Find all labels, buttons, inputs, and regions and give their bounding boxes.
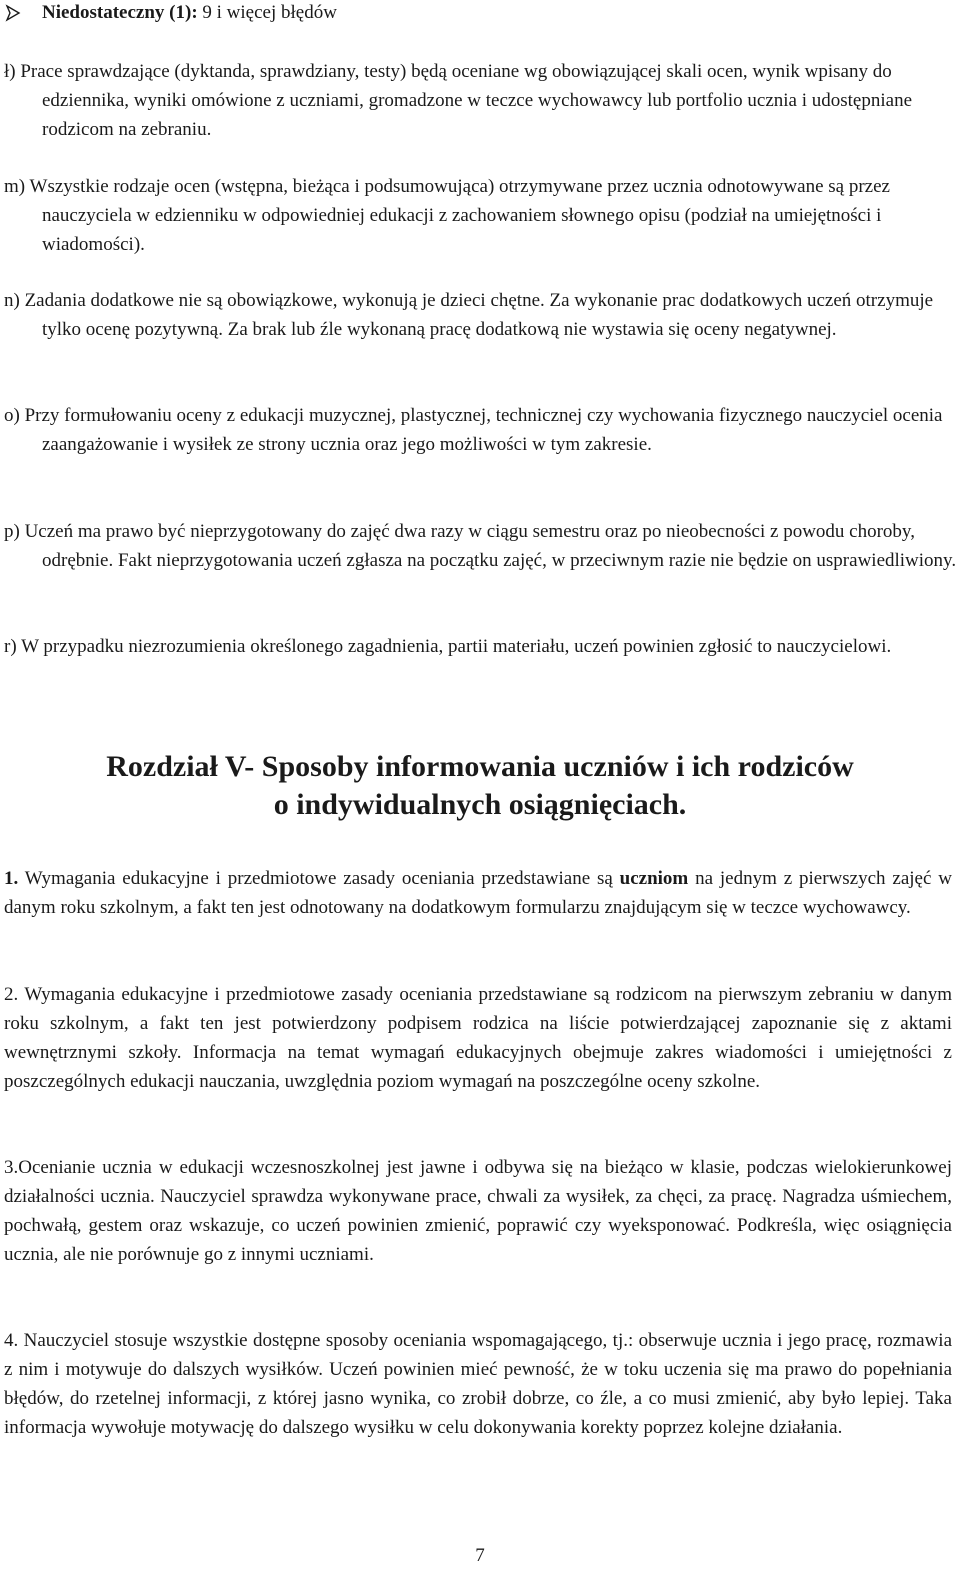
list-item-o — [4, 401, 960, 459]
page-number: 7 — [475, 1545, 485, 1566]
arrowhead-bullet-icon — [4, 0, 22, 26]
grade-label: Niedostateczny (1): — [42, 2, 198, 23]
item-label: r) — [4, 636, 17, 657]
item-text: W przypadku niezrozumienia określonego zagadnienia, partii materiału, uczeń powinien zgłosić to nauczycielowi. — [21, 636, 892, 657]
grade-description: 9 i więcej błędów — [197, 2, 337, 23]
list-item-l — [4, 57, 960, 144]
grade-line-niedostateczny — [42, 0, 337, 26]
item-label: o) — [4, 405, 20, 426]
item-label: ł) — [4, 61, 16, 82]
paragraph-emphasis: uczniom — [619, 868, 689, 889]
numbered-paragraph-2: 2. Wymagania edukacyjne i przedmiotowe zasady oceniania przedstawiane są rodzicom na pierwszym zebraniu w danym roku szkolnym, a fakt ten jest potwierdzony podpisem rodzica na liście potwierdzającej zapoznanie się z aktami wewnętrznymi szkoły. Informacja na temat wymagań edukacyjnych obejmuje zakres wiadomości i umiejętności z poszczególnych edukacji nauczania, uwzględnia poziom wymagań na poszczególne oceny szkolne. — [4, 984, 952, 1092]
paragraph-text-after: na jednym z pierwszych zajęć w danym roku szkolnym, a fakt ten jest odnotowany na dodatkowym formularzu znajdującym się w teczce wychowawcy. — [4, 868, 952, 918]
item-label: m) — [4, 176, 26, 197]
numbered-paragraph-4: 4. Nauczyciel stosuje wszystkie dostępne sposoby oceniania wspomagającego, tj.: obserwuje ucznia i jego pracę, rozmawia z nim i motywuje do dalszych wysiłków. Uczeń powinien mieć pewność, że w toku uczenia się ma prawo do popełniania błędów, do rzetelnej informacji, z której jasno wynika, co zrobił dobrze, co źle, a co musi zmienić, aby było lepiej. Taka informacja wywołuje motywację do dalszego wysiłku w celu dokonywania korekty poprzez kolejne działania. — [4, 1330, 952, 1438]
paragraph-number: 1. — [4, 868, 19, 889]
item-text: Prace sprawdzające (dyktanda, sprawdziany, testy) będą oceniane wg obowiązującej skali ocen, wynik wpisany do edziennika, wyniki omówione z uczniami, gromadzone w teczce wychowawcy lub portfolio ucznia i udostępniane rodzicom na zebraniu. — [20, 61, 913, 140]
list-item-r — [4, 632, 960, 661]
list-item-p — [4, 517, 960, 575]
chapter-heading-line-2: o indywidualnych osiągnięciach. — [273, 788, 687, 821]
chapter-heading — [20, 748, 940, 824]
chapter-heading-line-1: Rozdział V- Sposoby informowania uczniów i ich rodziców — [106, 750, 854, 783]
numbered-paragraph-1 — [4, 864, 952, 922]
item-text: Uczeń ma prawo być nieprzygotowany do zajęć dwa razy w ciągu semestru oraz po nieobecności z powodu choroby, odrębnie. Fakt nieprzygotowania uczeń zgłasza na początku zajęć, w przeciwnym razie nie będzie on usprawiedliwiony. — [24, 521, 957, 571]
item-text: Przy formułowaniu oceny z edukacji muzycznej, plastycznej, technicznej czy wychowania fizycznego nauczyciel ocenia zaangażowanie i wysiłek ze strony ucznia oraz jego możliwości w tym zakresie. — [24, 405, 943, 455]
item-text: Wszystkie rodzaje ocen (wstępna, bieżąca i podsumowująca) otrzymywane przez ucznia odnotowywane są przez nauczyciela w edzienniku w odpowiedniej edukacji z zachowaniem słownego opisu (podział na umiejętności i wiadomości). — [29, 176, 890, 255]
item-text: Zadania dodatkowe nie są obowiązkowe, wykonują je dzieci chętne. Za wykonanie prac dodatkowych uczeń otrzymuje tylko ocenę pozytywną. Za brak lub źle wykonaną pracę dodatkową nie wystawia się oceny negatywnej. — [24, 290, 934, 340]
item-label: p) — [4, 521, 20, 542]
numbered-paragraph-3: 3.Ocenianie ucznia w edukacji wczesnoszkolnej jest jawne i odbywa się na bieżąco w klasie, podczas wielokierunkowej działalności ucznia. Nauczyciel sprawdza wykonywane prace, chwali za wysiłek, za chęci, za pracę. Nagradza uśmiechem, pochwałą, gestem oraz wskazuje, co uczeń powinien zmienić, poprawić czy wyeksponować. Podkreśla, więc osiągnięcia ucznia, ale nie porównuje go z innymi uczniami. — [4, 1157, 952, 1265]
list-item-m — [4, 172, 960, 259]
item-label: n) — [4, 290, 20, 311]
list-item-n — [4, 286, 960, 344]
paragraph-text-before: Wymagania edukacyjne i przedmiotowe zasady oceniania przedstawiane są — [18, 868, 620, 889]
